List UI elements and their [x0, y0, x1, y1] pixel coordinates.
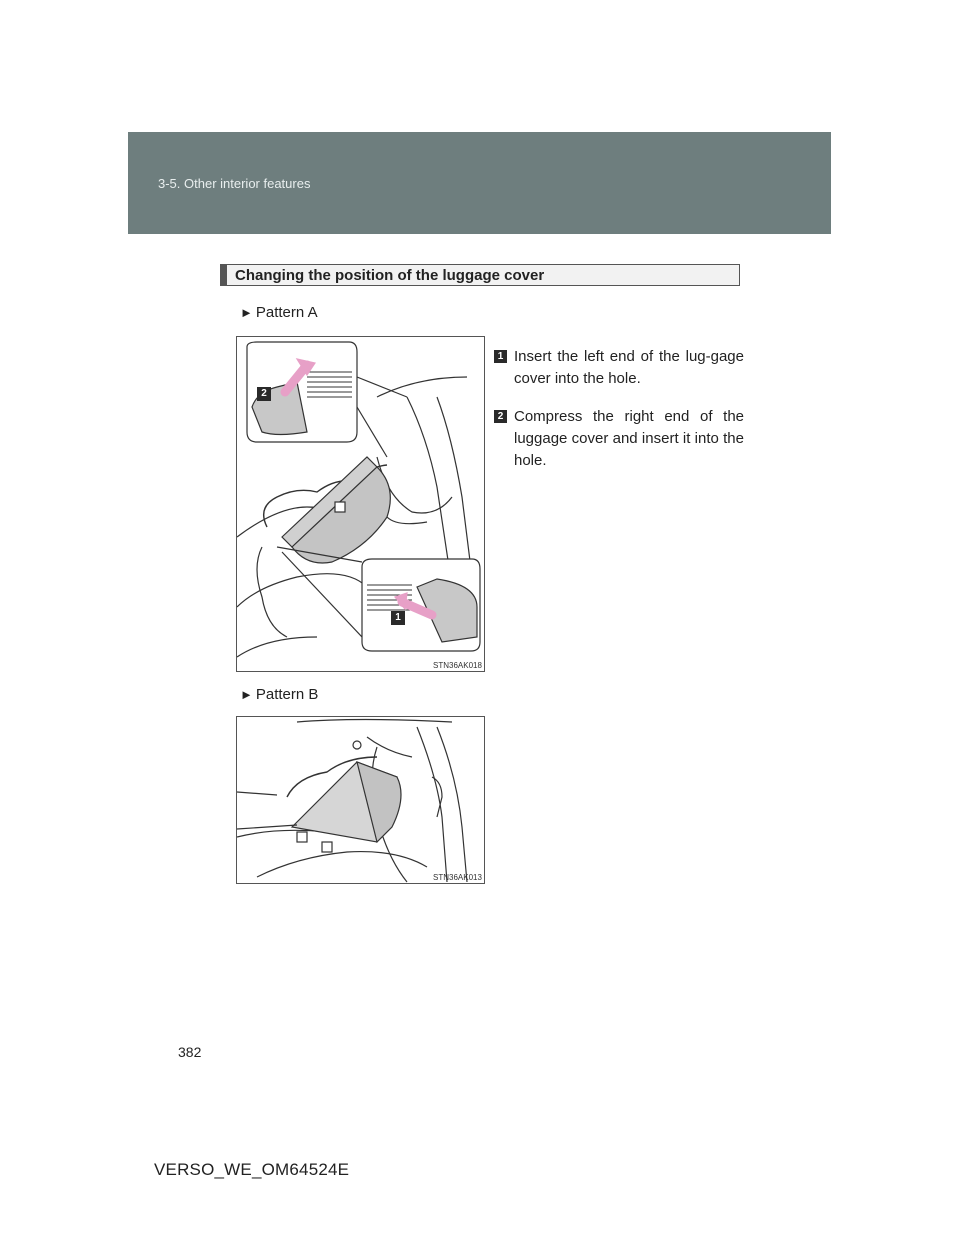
triangle-bullet-icon: ► [240, 305, 253, 320]
heading-text: Changing the position of the luggage cover [235, 267, 545, 284]
figure-pattern-b [236, 716, 485, 884]
document-code: VERSO_WE_OM64524E [154, 1160, 350, 1179]
pattern-a-label: ► Pattern A [240, 304, 318, 321]
callout-1: 1 [391, 611, 405, 625]
step-number-badge: 2 [494, 410, 507, 423]
pattern-b-label: ► Pattern B [240, 686, 319, 703]
triangle-bullet-icon: ► [240, 687, 253, 702]
step-1 [494, 346, 744, 390]
callout-2: 2 [257, 387, 271, 401]
figure-pattern-a [236, 336, 485, 672]
page-number: 382 [178, 1044, 202, 1060]
header-band [128, 132, 831, 234]
figure-code-b: STN36AK013 [433, 873, 482, 882]
step-number-badge: 1 [494, 350, 507, 363]
step-text: Compress the right end of the luggage cover and insert it into the hole. [514, 408, 744, 469]
figure-code-a: STN36AK018 [433, 661, 482, 670]
step-2 [494, 406, 744, 472]
section-label: 3-5. Other interior features [158, 176, 311, 191]
step-text: Insert the left end of the lug-gage cover into the hole. [514, 348, 744, 387]
section-heading [220, 264, 740, 286]
heading-bar [220, 264, 227, 286]
